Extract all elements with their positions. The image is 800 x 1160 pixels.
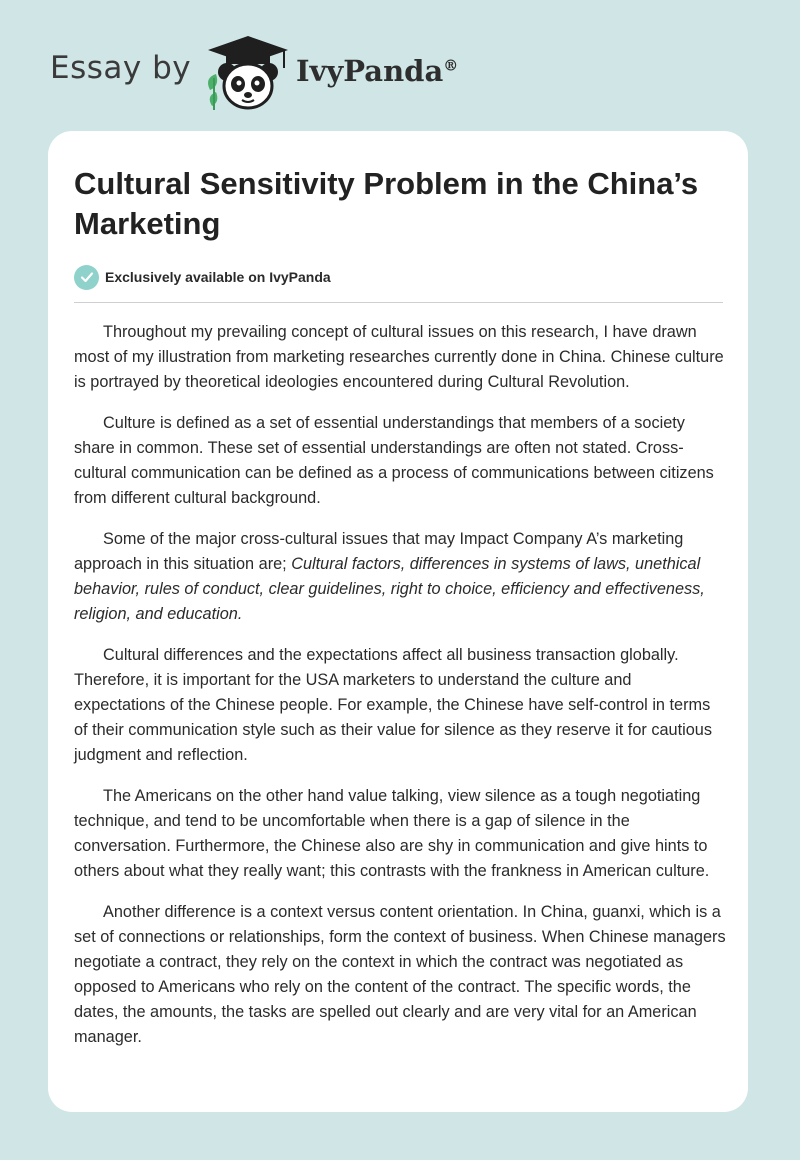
page-title: Cultural Sensitivity Problem in the China’s Marketing <box>74 166 699 241</box>
panda-graduate-icon[interactable] <box>202 34 294 114</box>
brand-header <box>50 34 510 114</box>
paragraph: The Americans on the other hand value talking, view silence as a tough negotiating technique, and tend to be uncomfortable when there is a gap of silence in the conversation. Furthermore, the Chinese also are shy in communication and give hints to others about what they really want; this contrasts with the frankness in American culture. <box>74 787 710 880</box>
paragraph-lead: Some of the major cross-cultural issues that may Impact Company A’s marketing approach in this situation are; <box>74 530 684 573</box>
exclusive-badge <box>74 264 331 290</box>
brand-name[interactable]: IvyPanda® <box>296 54 459 88</box>
essay-body <box>74 320 726 1066</box>
paragraph <box>74 527 726 627</box>
paragraph: Culture is defined as a set of essential understandings that members of a society share in common. These set of essential understandings are often not stated. Cross-cultural communication can be defined as a process of communications between citizens from different cultural background. <box>74 414 714 507</box>
brand-prefix: Essay by <box>50 50 192 86</box>
paragraph-italic-list: Cultural factors, differences in systems of laws, unethical behavior, rules of conduct, clear guidelines, right to choice, efficiency and effectiveness, religion, and education. <box>74 555 705 623</box>
badge-label: Exclusively available on IvyPanda <box>105 269 331 285</box>
registered-mark: ® <box>443 56 459 75</box>
check-circle-icon <box>74 265 99 290</box>
divider <box>74 302 723 303</box>
paragraph: Throughout my prevailing concept of cultural issues on this research, I have drawn most of my illustration from marketing researches currently done in China. Chinese culture is portrayed by theoretical ideologies encountered during Cultural Revolution. <box>74 323 724 391</box>
essay-card <box>48 131 748 1112</box>
paragraph: Cultural differences and the expectations affect all business transaction globally. Therefore, it is important for the USA marketers to understand the culture and expectations of the Chinese people. For example, the Chinese have self-control in terms of their communication style such as their value for silence as they reserve it for cautious judgment and reflection. <box>74 646 712 764</box>
paragraph: Another difference is a context versus content orientation. In China, guanxi, which is a set of connections or relationships, form the context of business. When Chinese managers negotiate a contract, they rely on the context in which the contract was negotiated as opposed to Americans who rely on the content of the contract. The specific words, the dates, the amounts, the tasks are spelled out clearly and are very vital for an American manager. <box>74 903 726 1046</box>
